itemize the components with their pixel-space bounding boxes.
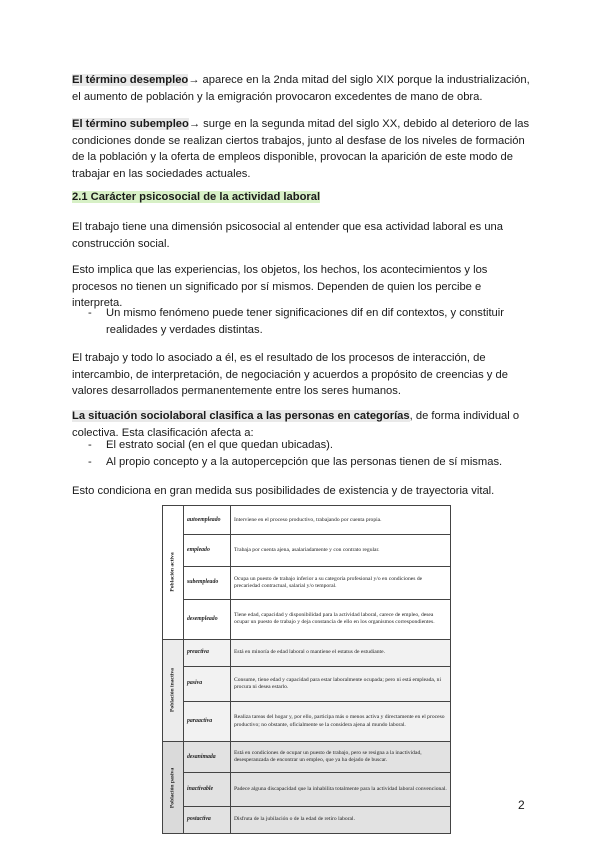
paragraph-desempleo (72, 72, 532, 105)
table-row (163, 639, 451, 666)
group-pasiva (163, 742, 184, 834)
paragraph-dimension: El trabajo tiene una dimensión psicosocial al entender que esa actividad laboral es una construcción social. (72, 221, 503, 250)
table-row (163, 702, 451, 742)
situacion-bold: La situación sociolaboral clasifica a las personas en categorías (72, 410, 410, 422)
row-desc: Está en condiciones de ocupar un puesto de trabajo, pero se resigna a la inactividad, desesperanzada de encontrar un empleo, que ya ha dejado de buscar. (231, 742, 451, 773)
row-term: subempleado (184, 566, 231, 599)
table-row (163, 506, 451, 535)
bullet-list-fenomeno (88, 305, 528, 338)
row-term: inactivable (184, 773, 231, 806)
table-row (163, 666, 451, 702)
table-row (163, 773, 451, 806)
row-term: pasiva (184, 666, 231, 702)
term-subempleo: El término subempleo (72, 118, 189, 130)
section-heading-wrap (72, 189, 532, 206)
classification-table-wrap (162, 505, 451, 834)
row-desc: Trabaja por cuenta ajena, asalariadamente y con contrato regular. (231, 535, 451, 566)
row-term: autoempleado (184, 506, 231, 535)
paragraph-condiciona: Esto condiciona en gran medida sus posibilidades de existencia y de trayectoria vital. (72, 485, 495, 497)
row-term: empleado (184, 535, 231, 566)
table-row (163, 535, 451, 566)
table-row (163, 742, 451, 773)
row-desc: Disfruta de la jubilación o de la edad de retiro laboral. (231, 806, 451, 833)
row-term: desanimada (184, 742, 231, 773)
table-row (163, 806, 451, 833)
page-number: 2 (518, 798, 525, 812)
paragraph-resultado: El trabajo y todo lo asociado a él, es el resultado de los procesos de interacción, de intercambio, de interpretación, de negociación y acuerdos a propósito de creencias y de valores desarrollados permanentemente entre los seres humanos. (72, 352, 508, 397)
term-desempleo: El término desempleo (72, 74, 189, 86)
row-desc: Padece alguna discapacidad que la inhabilita totalmente para la actividad laboral convencional. (231, 773, 451, 806)
row-term: paraactiva (184, 702, 231, 742)
situacion-text: , de forma individual o colectiva. Esta clasificación afecta a: (72, 410, 520, 439)
row-desc: Ocupa un puesto de trabajo inferior a su categoría profesional y/o en condiciones de precariedad contractual, salarial y/o temporal. (231, 566, 451, 599)
group-label: Población pasiva (169, 767, 176, 808)
group-label: Población activa (169, 552, 176, 592)
list-item: - El estrato social (en el que quedan ubicadas). (88, 437, 528, 454)
group-activa (163, 506, 184, 640)
row-desc: Tiene edad, capacidad y disponibilidad para la actividad laboral, carece de empleo, desea ocupar un puesto de trabajo y deja constancia de ello en los organismos correspondientes. (231, 599, 451, 639)
row-desc: Consume, tiene edad y capacidad para estar laboralmente ocupada; pero ni está empleada, ni procura ni desea estarlo. (231, 666, 451, 702)
classification-table (162, 505, 451, 834)
section-heading: 2.1 Carácter psicosocial de la actividad laboral (72, 191, 321, 203)
group-inactiva (163, 639, 184, 741)
desempleo-text: → aparece en la 2nda mitad del siglo XIX porque la industrialización, el aumento de población y la emigración provocaron excedentes de mano de obra. (72, 74, 530, 103)
list-item: - Un mismo fenómeno puede tener significaciones dif en dif contextos, y constituir realidades y verdades distintas. (88, 305, 528, 338)
row-term: postactiva (184, 806, 231, 833)
paragraph-implica: Esto implica que las experiencias, los objetos, los hechos, los acontecimientos y los procesos no tienen un significado por sí mismos. Dependen de quien los percibe e interpreta. (72, 264, 488, 309)
row-desc: Está en minoría de edad laboral o mantiene el estatus de estudiante. (231, 639, 451, 666)
row-term: preactiva (184, 639, 231, 666)
row-term: desempleado (184, 599, 231, 639)
paragraph-subempleo (72, 116, 532, 182)
subempleo-text: → surge en la segunda mitad del siglo XX, debido al deterioro de las condiciones donde se realizan ciertos trabajos, junto al desfase de los niveles de formación de la población y la oferta de empleos disponible, provocan la aparición de este modo de trabajar en las sociedades actuales. (72, 118, 530, 180)
bullet-list-afecta (88, 437, 528, 470)
row-desc: Realiza tareas del hogar y, por ello, participa más o menos activa y directamente en el proceso productivo; no obstante, oficialmente se la considera ajena al mundo laboral. (231, 702, 451, 742)
list-item: - Al propio concepto y a la autopercepción que las personas tienen de sí mismas. (88, 454, 528, 471)
table-row (163, 566, 451, 599)
row-desc: Interviene en el proceso productivo, trabajando por cuenta propia. (231, 506, 451, 535)
group-label: Población inactiva (169, 668, 176, 713)
table-row (163, 599, 451, 639)
